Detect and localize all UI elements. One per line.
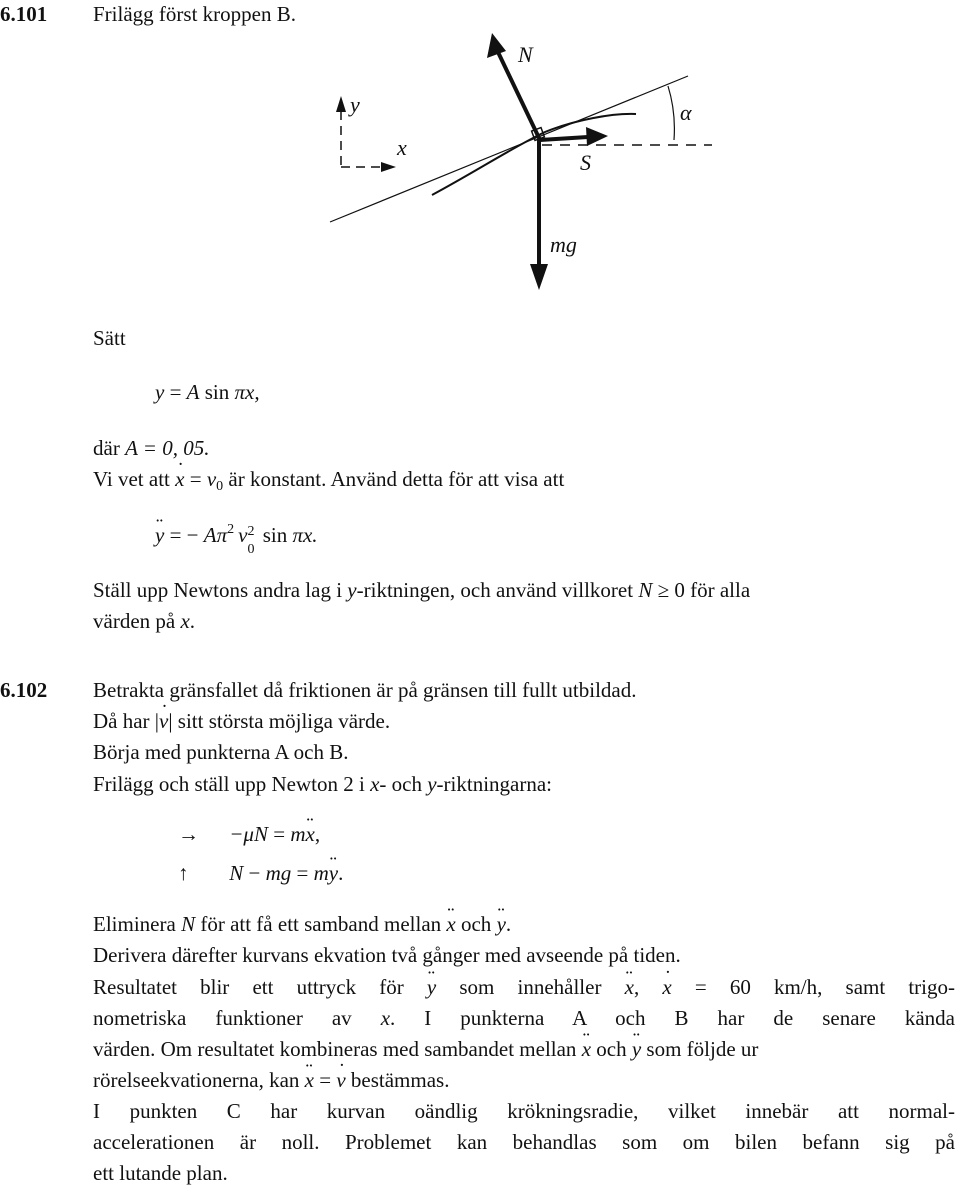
elim-N: N (181, 912, 196, 936)
eq2-pi: π (216, 523, 228, 547)
eq-y-minus: − (248, 861, 261, 885)
res1-b: som innehåller (436, 975, 625, 999)
elim-b: för att få ett samband mellan (195, 912, 447, 936)
eq1-pix: πx, (234, 380, 260, 404)
label-S: S (580, 150, 591, 175)
eq-y-m: m (313, 861, 329, 885)
res1-x: x ¨ (625, 975, 634, 1000)
punkt-c-line-3: ett lutande plan. (93, 1161, 228, 1185)
eq-y-mg: mg (265, 861, 292, 885)
eq-x-m: m (290, 822, 306, 846)
eliminera-line (93, 912, 511, 937)
resultat-line-1 (93, 975, 955, 1000)
friction-force-arrow (540, 137, 588, 140)
eq-y-arrow: ↑ (178, 861, 189, 885)
eq-x-xdd: x ¨ (305, 822, 314, 847)
dar-prefix: där (93, 436, 126, 460)
vet-line (93, 467, 564, 495)
stall-upp-2x: x (180, 609, 190, 633)
dar-value: A = 0, 05. (125, 436, 210, 460)
vet-v-sub: 0 (216, 479, 224, 494)
stall-upp-a: Ställ upp Newtons andra lag i (93, 578, 348, 602)
line4-c: -riktningarna: (436, 772, 553, 796)
gravity-force-arrowhead (530, 264, 548, 290)
stall-upp-y: y (347, 578, 357, 602)
problem-number-6-101: 6.101 (0, 2, 48, 26)
tangent-line (330, 76, 688, 222)
eq-y-ydd: y ¨ (329, 861, 338, 886)
p102-line-3: Börja med punkterna A och B. (93, 740, 349, 764)
res3-b: och (591, 1037, 632, 1061)
eq-x-eq: = (273, 822, 286, 846)
res1-a: Resultatet blir ett uttryck för (93, 975, 427, 999)
stall-upp-b: -riktningen, och använd villkoret (356, 578, 639, 602)
eq2-a: A (203, 523, 217, 547)
line4-b: - och (379, 772, 428, 796)
eq1-lhs: y (155, 380, 165, 404)
res1-xd: x ˙ (662, 975, 671, 1000)
stall-upp-line-2 (93, 609, 195, 634)
res1-c: , (633, 975, 663, 999)
res1-d: = 60 km/h, samt trigo- (671, 975, 955, 999)
eq-x-lhs: −μN (229, 822, 268, 846)
stall-upp-2b: . (189, 609, 196, 633)
res3-c: som följde ur (641, 1037, 759, 1061)
eq2-ydd: y ¨ (155, 523, 164, 548)
punkt-c-line-2: accelerationen är noll. Problemet kan behandlas som om bilen befann sig på (93, 1130, 955, 1154)
satt-label: Sätt (93, 326, 126, 350)
line4-a: Frilägg och ställ upp Newton 2 i (93, 772, 371, 796)
eq2-v-sub: 0 (247, 542, 255, 557)
eq-y-end: . (338, 861, 344, 885)
res3-x: x ¨ (582, 1037, 591, 1062)
eq2-v-exp: 2 (247, 524, 255, 539)
equation-y-direction (178, 861, 343, 886)
eq2-sin: sin (262, 523, 288, 547)
vet-prefix: Vi vet att (93, 467, 176, 491)
res2-b: . I punkterna A och B har de senare kända (390, 1006, 956, 1030)
vet-xdot: x ˙ (175, 467, 184, 492)
res3-y: y ¨ (632, 1037, 641, 1062)
eq-x-arrow: → (178, 822, 199, 846)
stall-upp-2a: värden på (93, 609, 181, 633)
p102-line-2 (93, 709, 390, 734)
label-alpha: α (680, 100, 692, 125)
vet-mid: = (184, 467, 207, 491)
line4-x: x (370, 772, 380, 796)
p102-line-4 (93, 772, 552, 797)
elim-a: Eliminera (93, 912, 182, 936)
problem-101-intro: Frilägg först kroppen B. (93, 2, 296, 26)
problem-number-6-102: 6.102 (0, 678, 48, 702)
eq2-pi-exp: 2 (227, 522, 235, 537)
label-y: y (350, 92, 360, 117)
elim-d: . (505, 912, 512, 936)
stall-upp-N: N (638, 578, 653, 602)
equation-x-direction (178, 822, 320, 847)
res4-a: rörelseekvationerna, kan (93, 1068, 305, 1092)
x-axis-arrowhead (381, 162, 396, 172)
elim-y: y ¨ (497, 912, 506, 937)
res3-a: värden. Om resultatet kombineras med sambandet mellan (93, 1037, 582, 1061)
y-axis-arrowhead (336, 96, 346, 112)
eq-x-end: , (314, 822, 321, 846)
eq2-pix: πx. (292, 523, 318, 547)
punkt-c-line-1: I punkten C har kurvan oändlig krökningsradie, vilket innebär att normal- (93, 1099, 955, 1123)
res4-b: = (313, 1068, 337, 1092)
label-N: N (518, 42, 533, 67)
eq1-a: A (186, 380, 200, 404)
res2-a: nometriska funktioner av (93, 1006, 381, 1030)
resultat-line-2 (93, 1006, 955, 1031)
stall-upp-line-1 (93, 578, 750, 603)
resultat-line-4 (93, 1068, 449, 1093)
line4-y: y (427, 772, 437, 796)
elim-c: och (455, 912, 497, 936)
dar-line (93, 436, 209, 461)
p102-line-1: Betrakta gränsfallet då friktionen är på gränsen till fullt utbildad. (93, 678, 637, 702)
equation-y-acceleration: y ¨ = − $A\pi^2$ v 2 0 sin πx. (155, 522, 318, 548)
equation-y-definition: y = A sin πx, (155, 380, 260, 404)
label-x: x (397, 135, 407, 160)
eq1-sin: sin (204, 380, 230, 404)
derivera-line: Derivera därefter kurvans ekvation två gånger med avseende på tiden. (93, 943, 681, 967)
vet-v: v (206, 467, 217, 491)
normal-force-arrowhead (487, 33, 506, 58)
res4-x: x ¨ (305, 1068, 314, 1093)
vet-suffix: är konstant. Använd detta för att visa att (223, 467, 565, 491)
line2-b: | sitt största möjliga värde. (168, 709, 391, 733)
eq2-v: v (238, 523, 248, 547)
friction-force-arrowhead (586, 127, 608, 146)
eq-y-eq: = (296, 861, 309, 885)
resultat-line-3 (93, 1037, 758, 1062)
angle-arc (668, 86, 674, 140)
stall-upp-c: ≥ 0 för alla (652, 578, 751, 602)
res4-v: v ˙ (336, 1068, 345, 1093)
free-body-diagram (0, 20, 960, 320)
elim-x: x ¨ (446, 912, 455, 937)
eq-y-N: N (229, 861, 244, 885)
res1-y: y ¨ (427, 975, 436, 1000)
res2-x: x (380, 1006, 391, 1030)
line2-v: v ˙ (159, 709, 168, 734)
res4-c: bestämmas. (345, 1068, 450, 1092)
label-mg: mg (550, 232, 577, 257)
line2-a: Då har | (93, 709, 160, 733)
